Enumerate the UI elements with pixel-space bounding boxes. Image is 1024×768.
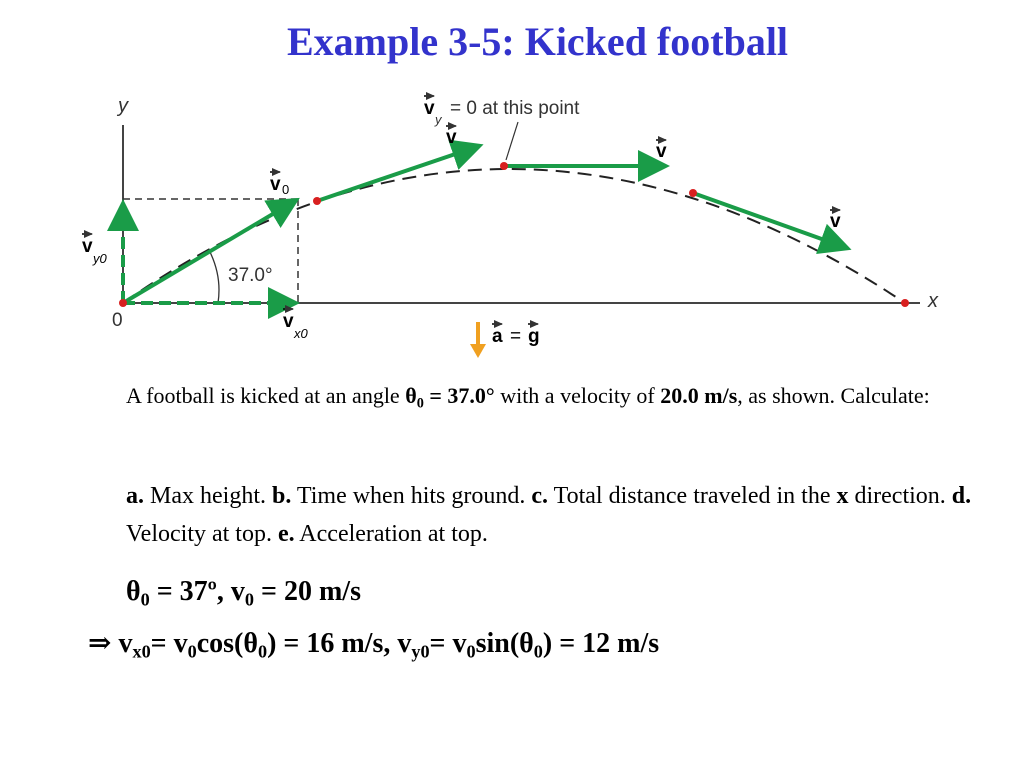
v-vector-rising [317,147,476,201]
svg-text:y: y [435,112,442,127]
launch-point [119,299,127,307]
svg-text:=: = [510,326,522,347]
trajectory-point-3 [689,189,697,197]
svg-text:v: v [283,311,294,332]
label-v-rising [446,126,457,148]
problem-questions: a. Max height. b. Time when hits ground. c. Total distance traveled in the x direction. d. Velocity at top. e. Acceleration at top. [126,483,972,547]
v0-vector [123,202,293,303]
y-axis-label: y [118,95,128,117]
acceleration-label [492,324,540,347]
svg-text:y0: y0 [93,251,107,266]
svg-text:v: v [82,236,93,257]
svg-text:v: v [656,141,667,162]
angle-arc [210,252,219,303]
landing-point [901,299,909,307]
origin-label: 0 [112,310,123,331]
components-equation: ⇒ $v_{x0}= v_0\cos(\theta_0) = 16$ m/s, $v_{y0}= v_0\sin(\theta_0) = 12$ m/s [88,628,660,662]
svg-text:= 0 at this point: = 0 at this point [450,98,580,119]
x-axis-label: x [928,290,938,312]
given-values-equation: $\theta_0$ = 37º, $v_0 = 20$ m/s [126,576,361,610]
label-vy0 [82,234,108,266]
trajectory-point-1 [313,197,321,205]
slide-title: Example 3-5: Kicked football [286,19,789,64]
label-v0 [270,172,289,197]
svg-text:v: v [424,98,435,119]
apex-point [500,162,508,170]
svg-text:g: g [528,326,540,347]
problem-statement: A football is kicked at an angle $\theta_0 = 37.0^\circ$ with a velocity of 20.0 m/s, as shown. Calculate: [126,383,930,412]
svg-text:0: 0 [282,182,290,197]
label-vx0 [283,309,309,341]
angle-label: 37.0° [228,265,273,286]
svg-text:x0: x0 [294,326,308,341]
projectile-diagram [0,0,1024,370]
label-v-falling [830,210,841,232]
v-vector-falling [693,193,844,247]
svg-text:v: v [446,127,457,148]
svg-text:v: v [270,174,281,195]
acceleration-arrow [470,322,486,358]
label-v-top [656,140,667,162]
svg-text:a: a [492,326,503,347]
svg-text:v: v [830,211,841,232]
